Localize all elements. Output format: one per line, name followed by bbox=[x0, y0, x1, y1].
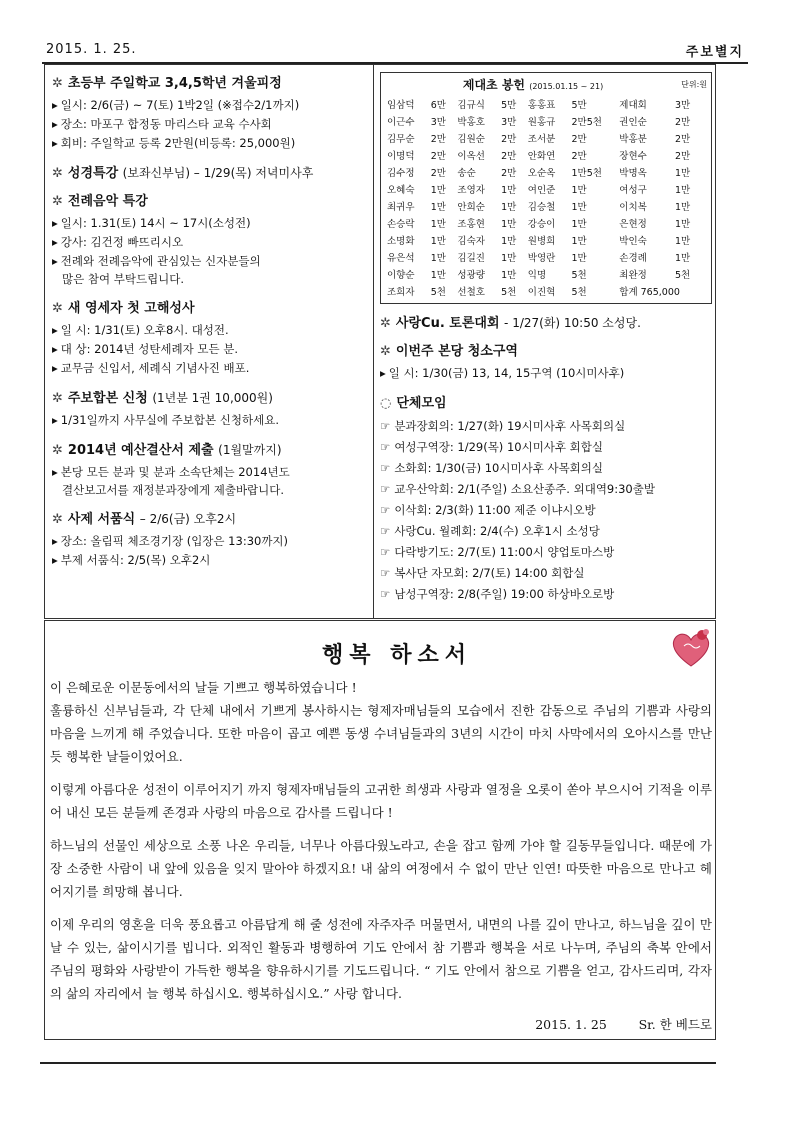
candle-offering-box bbox=[380, 72, 712, 304]
table-cell: 강승이 bbox=[527, 218, 556, 230]
table-cell: 유은석 bbox=[387, 252, 415, 264]
section-title: 단체모임 bbox=[396, 396, 447, 411]
table-cell: 1만 bbox=[430, 218, 446, 230]
section-group-meetings bbox=[380, 392, 712, 605]
section-title: 성경특강 bbox=[67, 166, 119, 181]
table-cell: 5천 bbox=[571, 269, 587, 281]
table-cell: 오순옥 bbox=[527, 167, 556, 179]
fund-period: (2015.01.15 ~ 21) bbox=[529, 82, 604, 91]
table-cell: 최귀우 bbox=[387, 201, 415, 213]
table-cell: 1만 bbox=[430, 252, 446, 264]
bullet-icon: ▸ bbox=[52, 235, 58, 249]
sparkle-icon: ✲ bbox=[52, 443, 63, 458]
table-cell: 오혜숙 bbox=[387, 184, 415, 196]
table-row bbox=[385, 95, 707, 112]
table-cell: 성광량 bbox=[457, 269, 485, 281]
table-cell: 원병희 bbox=[527, 235, 556, 247]
table-cell: 2만 bbox=[571, 133, 587, 145]
table-row bbox=[385, 129, 707, 146]
pointing-hand-icon: ☞ bbox=[380, 524, 391, 538]
table-cell: 1만 bbox=[430, 184, 446, 196]
list-item: ▸ 1/31일까지 사무실에 주보합본 신청하세요. bbox=[52, 413, 279, 427]
table-cell: 1만 bbox=[501, 201, 517, 213]
table-cell: 1만 bbox=[571, 201, 587, 213]
table-cell: 5만 bbox=[501, 99, 517, 111]
table-row bbox=[385, 180, 707, 197]
table-cell: 1만 bbox=[571, 218, 587, 230]
sparkle-icon: ✲ bbox=[52, 194, 63, 209]
section-liturgical-music bbox=[52, 190, 368, 288]
table-cell: 소명화 bbox=[387, 235, 415, 247]
table-row bbox=[385, 214, 707, 231]
offering-table bbox=[385, 95, 707, 299]
bullet-icon: ▸ bbox=[52, 413, 58, 427]
table-cell: 임삼덕 bbox=[387, 99, 415, 111]
table-cell: 장현수 bbox=[619, 150, 647, 162]
letter-paragraph: 이제 우리의 영혼을 더욱 풍요롭고 아름답게 해 줄 성전에 자주자주 머물면서, 내면의 나를 깊이 만나고, 하느님을 깊이 만날 수 있는, 삶이시기를 빕니다. 외적인 활동과 병행하여 기도 안에서 참 기쁨과 행복을 서로 나누며, 주님의 축복 안에서 주님의 평화와 사랑받이 가득한 행복을 향유하시기를 기도드립니다. “ 기도 안에서 참으로 기쁨을 얻고, 감사드리며, 각자의 삶의 자리에서 늘 행복 하십시오. 행복하십시오.” 사랑 합니다. bbox=[50, 917, 712, 1001]
table-cell: 김무순 bbox=[387, 133, 415, 145]
table-cell: 박홍분 bbox=[619, 133, 647, 145]
bullet-icon: ▸ bbox=[52, 254, 58, 268]
total-cell: 합계 765,000 bbox=[619, 286, 680, 298]
table-cell: 손승락 bbox=[387, 218, 415, 230]
letter-paragraph: 이 은혜로운 이문동에서의 날들 기쁘고 행복하였습니다 ! bbox=[50, 680, 357, 695]
letter-paragraph: 훌륭하신 신부님들과, 각 단체 내에서 기쁘게 봉사하시는 형제자매님들의 모습에서 진한 감동으로 주님의 기쁨과 사랑의 마음을 느끼게 해 주었습니다. 또한 마음이 곱고 예쁜 동생 수녀님들과의 3년의 시간이 마치 사막에서의 오아시스를 만난 듯 행복한 날들이었어요. bbox=[50, 703, 712, 764]
meeting-item: ☞ 사랑Cu. 월례회: 2/4(수) 오후1시 소성당 bbox=[380, 524, 600, 538]
meeting-item: ☞ 남성구역장: 2/8(주일) 19:00 하상바오로방 bbox=[380, 587, 615, 601]
table-cell: 손경례 bbox=[619, 252, 647, 264]
section-bulletin-binding: ✲ 주보합본 신청 (1년분 1권 10,000원) ▸ 1/31일까지 사무실에 주보합본 신청하세요. bbox=[52, 387, 368, 430]
table-cell: 2만 bbox=[674, 133, 691, 145]
letter-date: 2015. 1. 25 bbox=[535, 1017, 607, 1032]
table-cell: 여성구 bbox=[619, 184, 647, 196]
letter-author: Sr. 한 베드로 bbox=[638, 1017, 712, 1032]
table-row bbox=[385, 146, 707, 163]
table-cell: 3만 bbox=[430, 116, 446, 128]
letter-body bbox=[50, 676, 712, 1033]
letter-signature bbox=[50, 1015, 712, 1033]
meeting-item: ☞ 소화회: 1/30(금) 10시미사후 사목회의실 bbox=[380, 461, 603, 475]
table-cell: 2만 bbox=[674, 116, 691, 128]
meeting-item: ☞ 다락방기도: 2/7(토) 11:00시 양업토마스방 bbox=[380, 545, 615, 559]
meeting-item: ☞ 이삭회: 2/3(화) 11:00 제준 이냐시오방 bbox=[380, 503, 596, 517]
table-cell: 1만 bbox=[501, 218, 517, 230]
table-cell: 1만 bbox=[430, 269, 446, 281]
left-column bbox=[52, 72, 368, 579]
meeting-item: ☞ 교우산악회: 2/1(주일) 소요산종주. 외대역9:30출발 bbox=[380, 482, 655, 496]
table-cell: 익명 bbox=[527, 269, 547, 281]
table-cell: 2만5천 bbox=[571, 116, 602, 128]
fund-unit: 단위:원 bbox=[681, 80, 707, 89]
list-item: ▸ 일시: 1.31(토) 14시 ~ 17시(소성전) bbox=[52, 216, 251, 230]
table-row bbox=[385, 248, 707, 265]
bullet-icon: ▸ bbox=[52, 361, 58, 375]
table-cell: 박인숙 bbox=[619, 235, 647, 247]
table-cell: 2만 bbox=[430, 150, 446, 162]
pointing-hand-icon: ☞ bbox=[380, 503, 391, 517]
table-cell: 1만 bbox=[501, 252, 517, 264]
pointing-hand-icon: ☞ bbox=[380, 482, 391, 496]
section-first-confession bbox=[52, 297, 368, 378]
pointing-hand-icon: ☞ bbox=[380, 545, 391, 559]
bullet-icon: ▸ bbox=[52, 98, 58, 112]
table-cell: 조영자 bbox=[457, 184, 485, 196]
pointing-hand-icon: ☞ bbox=[380, 461, 391, 475]
table-cell: 1만 bbox=[571, 252, 587, 264]
table-cell: 1만 bbox=[674, 201, 691, 213]
table-cell: 1만 bbox=[674, 252, 691, 264]
table-cell: 박홍호 bbox=[457, 116, 485, 128]
list-item: ▸ 대 상: 2014년 성탄세례자 모든 분. bbox=[52, 342, 239, 356]
table-cell: 5만 bbox=[571, 99, 587, 111]
meeting-item: ☞ 복사단 자모회: 2/7(토) 14:00 회합실 bbox=[380, 566, 585, 580]
table-cell: 김원순 bbox=[457, 133, 485, 145]
heart-rose-icon bbox=[668, 626, 714, 670]
table-cell: 이진혁 bbox=[527, 286, 556, 298]
table-cell: 안희순 bbox=[457, 201, 485, 213]
table-row bbox=[385, 163, 707, 180]
table-cell: 제대회 bbox=[619, 99, 647, 111]
list-item: ▸ 일 시: 1/31(토) 오후8시. 대성전. bbox=[52, 323, 229, 337]
table-cell: 2만 bbox=[501, 150, 517, 162]
table-cell: 원홍규 bbox=[527, 116, 556, 128]
table-cell: 3만 bbox=[674, 99, 691, 111]
list-item-continued: 결산보고서를 재정분과장에게 제출바랍니다. bbox=[62, 483, 285, 497]
section-title: 주보합본 신청 bbox=[67, 391, 148, 406]
table-row bbox=[385, 231, 707, 248]
sparkle-icon: ✲ bbox=[380, 344, 391, 359]
table-cell: 김길진 bbox=[457, 252, 485, 264]
bullet-icon: ▸ bbox=[52, 323, 58, 337]
table-cell: 2만 bbox=[430, 133, 446, 145]
table-cell: 은현정 bbox=[619, 218, 647, 230]
table-cell: 1만 bbox=[501, 235, 517, 247]
pointing-hand-icon: ☞ bbox=[380, 440, 391, 454]
pointing-hand-icon: ☞ bbox=[380, 566, 391, 580]
table-cell: 2만 bbox=[501, 133, 517, 145]
table-cell: 이치복 bbox=[619, 201, 647, 213]
table-cell: 5천 bbox=[501, 286, 517, 298]
section-ordination: ✲ 사제 서품식 – 2/6(금) 오후2시 ▸ 장소: 올림픽 체조경기장 (입장은 13:30까지) ▸ 부제 서품식: 2/5(목) 오후2시 bbox=[52, 508, 368, 570]
table-cell: 3만 bbox=[501, 116, 517, 128]
table-cell: 권인순 bbox=[619, 116, 647, 128]
table-cell: 김승철 bbox=[527, 201, 556, 213]
section-title: 이번주 본당 청소구역 bbox=[395, 344, 518, 359]
table-cell: 1만 bbox=[501, 184, 517, 196]
letter-paragraph: 이렇게 아름다운 성전이 이루어지기 까지 형제자매님들의 고귀한 희생과 사랑과 열정을 오롯이 쏟아 부으시어 기적을 이루어 내신 모든 분들께 존경과 사랑의 마음으로 감사를 드립니다 ! bbox=[50, 782, 712, 820]
sparkle-icon: ✲ bbox=[52, 166, 63, 181]
table-cell: 1만 bbox=[501, 269, 517, 281]
sparkle-icon: ✲ bbox=[52, 391, 63, 406]
sparkle-icon: ✲ bbox=[52, 301, 63, 316]
table-cell: 안화연 bbox=[527, 150, 556, 162]
list-item: ▸ 일 시: 1/30(금) 13, 14, 15구역 (10시미사후) bbox=[380, 366, 625, 380]
sparkle-icon: ✲ bbox=[380, 316, 391, 331]
fund-title: 제대초 봉헌 bbox=[462, 78, 526, 92]
sparkle-icon: ✲ bbox=[52, 76, 63, 91]
list-item: ▸ 전례와 전례음악에 관심있는 신자분들의 bbox=[52, 254, 261, 268]
table-cell: 조희자 bbox=[387, 286, 415, 298]
bullet-icon: ▸ bbox=[52, 553, 58, 567]
table-cell: 선철호 bbox=[457, 286, 485, 298]
section-title: 전례음악 특강 bbox=[67, 194, 148, 209]
table-cell: 1만 bbox=[674, 167, 691, 179]
list-item-continued: 많은 참여 부탁드립니다. bbox=[62, 272, 185, 286]
table-row bbox=[385, 197, 707, 214]
table-cell: 박명옥 bbox=[619, 167, 647, 179]
table-cell: 1만 bbox=[674, 184, 691, 196]
letter-title: 행복 하소서 bbox=[322, 642, 472, 668]
list-item: ▸ 일시: 2/6(금) ~ 7(토) 1박2일 (※접수2/1까지) bbox=[52, 98, 300, 112]
list-item: ▸ 장소: 마포구 합정동 마리스타 교육 수사회 bbox=[52, 117, 272, 131]
section-title: 새 영세자 첫 고해성사 bbox=[67, 301, 195, 316]
table-cell: 2만 bbox=[674, 150, 691, 162]
section-title: 2014년 예산결산서 제출 bbox=[67, 443, 214, 458]
table-cell: 1만 bbox=[571, 184, 587, 196]
meeting-item: ☞ 분과장회의: 1/27(화) 19시미사후 사목회의실 bbox=[380, 419, 626, 433]
section-title: 초등부 주일학교 3,4,5학년 겨울피정 bbox=[67, 76, 282, 91]
bullet-icon: ▸ bbox=[52, 465, 58, 479]
table-cell: 이옥선 bbox=[457, 150, 485, 162]
table-cell: 5천 bbox=[674, 269, 691, 281]
issue-date: 2015. 1. 25. bbox=[46, 42, 137, 57]
table-cell: 6만 bbox=[430, 99, 446, 111]
table-cell: 이근수 bbox=[387, 116, 415, 128]
table-cell: 송순 bbox=[457, 167, 476, 179]
table-cell: 홍홍표 bbox=[527, 99, 556, 111]
bullet-icon: ▸ bbox=[52, 342, 58, 356]
bullet-icon: ▸ bbox=[52, 136, 58, 150]
table-cell: 최완정 bbox=[619, 269, 647, 281]
section-title: 사제 서품식 bbox=[67, 512, 136, 527]
section-title: 사랑Cu. 토론대회 bbox=[395, 316, 500, 331]
footer-rule bbox=[40, 1062, 716, 1064]
bullet-icon: ▸ bbox=[380, 366, 386, 380]
bullet-icon: ▸ bbox=[52, 117, 58, 131]
table-cell: 1만5천 bbox=[571, 167, 602, 179]
table-cell: 박영란 bbox=[527, 252, 556, 264]
pointing-hand-icon: ☞ bbox=[380, 587, 391, 601]
bulletin-title: 주보별지 bbox=[685, 45, 744, 60]
pointing-hand-icon: ☞ bbox=[380, 419, 391, 433]
list-item: ▸ 본당 모든 분과 및 분과 소속단체는 2014년도 bbox=[52, 465, 290, 479]
table-row bbox=[385, 265, 707, 282]
right-column bbox=[380, 72, 712, 614]
list-item: ▸ 장소: 올림픽 체조경기장 (입장은 13:30까지) bbox=[52, 534, 289, 548]
meeting-item: ☞ 여성구역장: 1/29(목) 10시미사후 회합실 bbox=[380, 440, 603, 454]
list-item: ▸ 교무금 신입서, 세례식 기념사진 배포. bbox=[52, 361, 250, 375]
section-bible-lecture: ✲ 성경특강 (보좌신부님) – 1/29(목) 저녁미사후 bbox=[52, 166, 314, 181]
table-cell: 이명덕 bbox=[387, 150, 415, 162]
list-item: ▸ 부제 서품식: 2/5(목) 오후2시 bbox=[52, 553, 211, 567]
letter-paragraph: 하느님의 선물인 세상으로 소풍 나온 우리들, 너무나 아름다웠노라고, 손을 잡고 함께 가야 할 길동무들입니다. 때문에 가장 소중한 사람이 내 앞에 있음을 잊지 말아야 하겠지요! 내 삶의 여정에서 수 없이 만난 인연! 따뜻한 마음으로 만나고 헤어지기를 희망해 봅니다. bbox=[50, 838, 712, 899]
table-cell: 1만 bbox=[430, 235, 446, 247]
section-debate: ✲ 사랑Cu. 토론대회 - 1/27(화) 10:50 소성당. bbox=[380, 316, 641, 331]
table-cell: 1만 bbox=[430, 201, 446, 213]
table-cell: 조홍현 bbox=[457, 218, 485, 230]
table-cell: 조서분 bbox=[527, 133, 556, 145]
table-cell: 김숙자 bbox=[457, 235, 485, 247]
table-cell: 김수정 bbox=[387, 167, 415, 179]
table-cell: 김규식 bbox=[457, 99, 485, 111]
section-cleaning bbox=[380, 340, 712, 383]
table-row bbox=[385, 112, 707, 129]
table-cell: 1만 bbox=[674, 218, 691, 230]
table-cell: 5천 bbox=[430, 286, 446, 298]
sparkle-icon: ✲ bbox=[52, 512, 63, 527]
bullet-icon: ▸ bbox=[52, 534, 58, 548]
column-divider bbox=[373, 64, 374, 619]
bullet-icon: ▸ bbox=[52, 216, 58, 230]
dotted-circle-icon: ◌ bbox=[380, 396, 392, 411]
list-item: ▸ 강사: 김건정 빠뜨리시오 bbox=[52, 235, 184, 249]
table-cell: 이향순 bbox=[387, 269, 415, 281]
table-cell: 여인준 bbox=[527, 184, 556, 196]
list-item: ▸ 회비: 주일학교 등록 2만원(비등록: 25,000원) bbox=[52, 136, 296, 150]
table-cell: 1만 bbox=[674, 235, 691, 247]
table-cell: 2만 bbox=[501, 167, 517, 179]
section-winter-retreat bbox=[52, 72, 368, 153]
table-cell: 2만 bbox=[571, 150, 587, 162]
table-cell: 1만 bbox=[571, 235, 587, 247]
section-budget-report: ✲ 2014년 예산결산서 제출 (1월말까지) ▸ 본당 모든 분과 및 분과 소속단체는 2014년도 결산보고서를 재정분과장에게 제출바랍니다. bbox=[52, 439, 368, 499]
table-row bbox=[385, 282, 707, 299]
table-cell: 2만 bbox=[430, 167, 446, 179]
table-cell: 5천 bbox=[571, 286, 587, 298]
